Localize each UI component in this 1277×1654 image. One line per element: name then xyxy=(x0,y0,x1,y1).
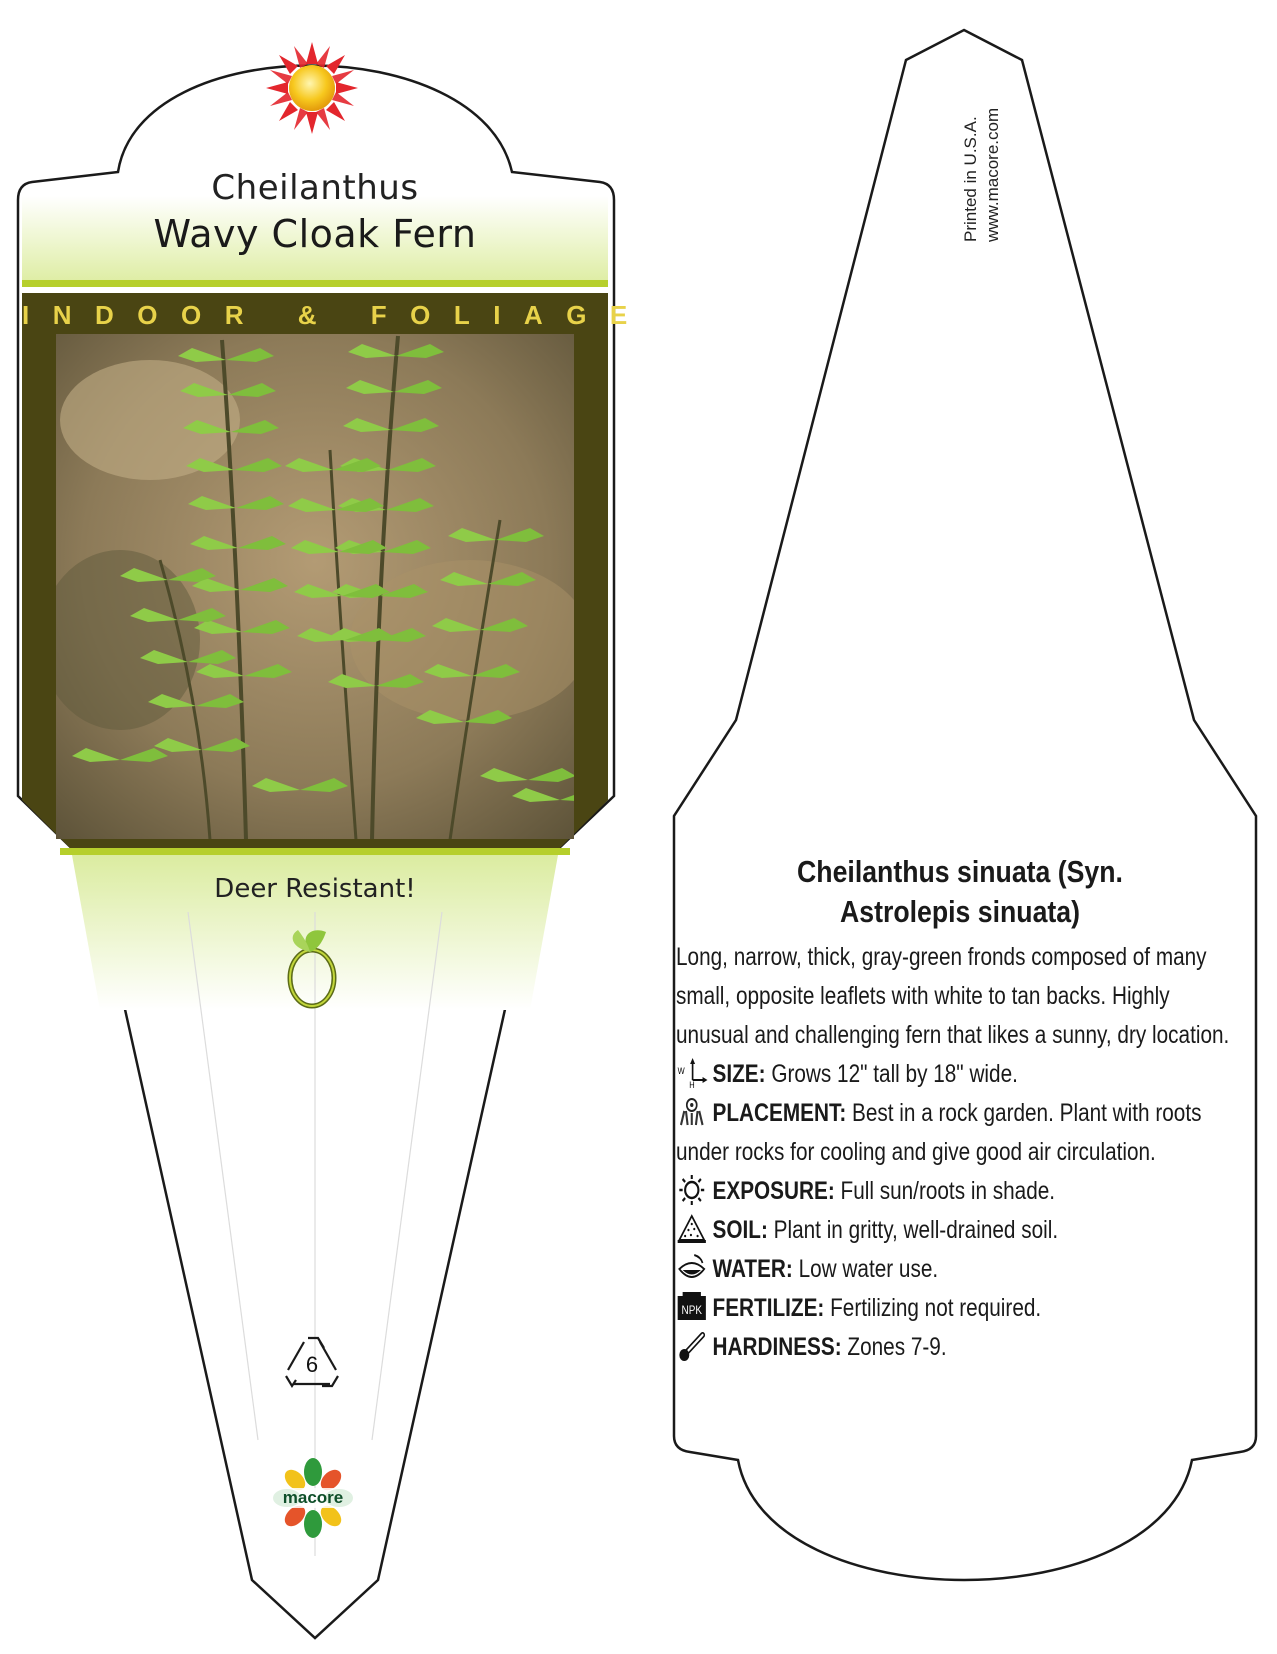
spec-value: Low water use. xyxy=(798,1255,939,1283)
care-info xyxy=(676,852,1244,1367)
water-icon xyxy=(676,1253,708,1283)
common-name: Wavy Cloak Fern xyxy=(153,212,477,256)
spec-label: WATER: xyxy=(712,1255,793,1283)
spec-exposure xyxy=(676,1172,1242,1211)
soil-icon xyxy=(676,1214,708,1244)
website: www.macore.com xyxy=(983,107,1002,242)
spec-water xyxy=(676,1250,1242,1289)
divider-line xyxy=(22,280,608,287)
spec-label: SIZE: xyxy=(712,1060,766,1088)
genus-name: Cheilanthus xyxy=(211,168,419,208)
spec-value: Grows 12" tall by 18" wide. xyxy=(771,1060,1018,1088)
size-h: H xyxy=(689,1080,695,1088)
spec-fertilize xyxy=(676,1289,1242,1328)
spec-value: Zones 7-9. xyxy=(847,1333,947,1361)
category-label: INDOOR & FOLIAGE xyxy=(22,300,651,330)
spec-label: SOIL: xyxy=(712,1216,768,1244)
spec-label: EXPOSURE: xyxy=(712,1177,835,1205)
thermometer-icon xyxy=(676,1331,708,1361)
spec-value: Plant in gritty, well-drained soil. xyxy=(773,1216,1059,1244)
title-line-2: Astrolepis sinuata) xyxy=(840,894,1080,929)
brand-name: macore xyxy=(282,1488,344,1507)
npk-icon xyxy=(676,1292,708,1322)
exposure-icon xyxy=(676,1175,708,1205)
botanical-title xyxy=(716,852,1204,932)
spec-value: Best in a rock garden. Plant with roots under rocks for cooling and give good air circulation. xyxy=(676,1099,1202,1166)
title-line-1: Cheilanthus sinuata (Syn. xyxy=(797,854,1123,889)
npk-text: NPK xyxy=(681,1304,703,1318)
spec-value: Full sun/roots in shade. xyxy=(840,1177,1056,1205)
spec-label: PLACEMENT: xyxy=(712,1099,847,1127)
spec-hardiness xyxy=(676,1328,1242,1367)
plant-photo xyxy=(40,334,608,840)
spec-soil xyxy=(676,1211,1242,1250)
printed-in: Printed in U.S.A. xyxy=(961,116,980,242)
spec-label: FERTILIZE: xyxy=(712,1294,825,1322)
recycle-code: 6 xyxy=(305,1352,319,1377)
sun-icon xyxy=(266,42,358,134)
description: Long, narrow, thick, gray-green fronds composed of many small, opposite leaflets with white to tan backs. Highly unusual and challenging fern that likes a sunny, dry location. xyxy=(676,943,1230,1049)
tagline: Deer Resistant! xyxy=(214,874,416,904)
spec-label: HARDINESS: xyxy=(712,1333,842,1361)
spec-size xyxy=(676,1055,1242,1094)
divider-line-lower xyxy=(60,848,570,855)
printed-info xyxy=(960,42,1002,242)
spec-placement xyxy=(676,1094,1242,1172)
size-icon xyxy=(676,1058,708,1088)
placement-icon xyxy=(676,1097,708,1127)
size-w: W xyxy=(677,1066,685,1077)
spec-value: Fertilizing not required. xyxy=(830,1294,1042,1322)
